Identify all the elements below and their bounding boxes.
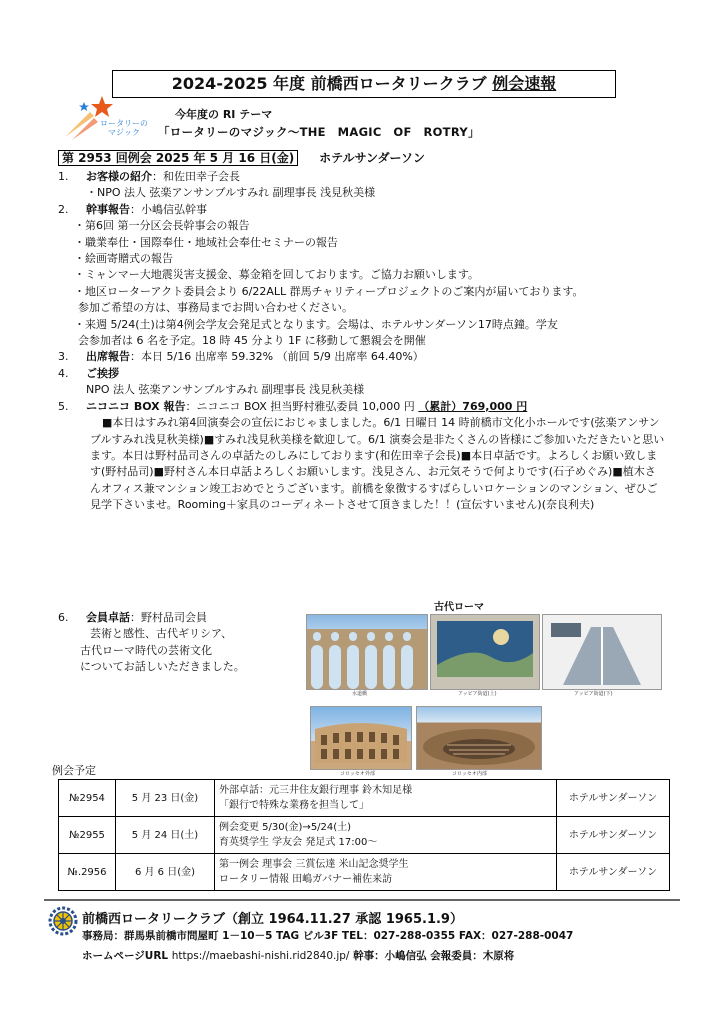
schedule-venue: ホテルサンダーソン [557,780,670,817]
schedule-venue: ホテルサンダーソン [557,817,670,854]
ri-theme-label: 今年度の RI テーマ [175,108,273,121]
caption-appian-upper: アッピア街道(上) [458,691,497,697]
aqueduct-arches-icon [307,615,427,689]
schedule-no: №2955 [59,817,116,854]
schedule-date: 5 月 24 日(土) [116,817,215,854]
schedule-program: 第一例会 理事会 三賞伝達 米山記念奨学生 ロータリー情報 田嶋ガバナー補佐来訪 [215,854,557,891]
nikoniko-total: （累計）769,000 円 [418,399,528,413]
schedule-no: №2954 [59,780,116,817]
footer-office: 事務局：群馬県前橋市問屋町 1－10－5 TAG ビル3F TEL：027-288-0355 FAX：027-288-0047 [82,930,574,942]
caption-aqueduct: 水道橋 [352,691,368,697]
logo-text-line1: ロータリーの [100,119,148,128]
schedule-date: 6 月 6 日(金) [116,854,215,891]
section-guests: 1. お客様の紹介：和佐田幸子会長 [58,170,240,183]
secretary-item: ・絵画寄贈式の報告 [74,252,173,266]
footer-staff: 幹事：小嶋信弘 会報委員：木原将 [349,950,515,962]
section-member-talk: 6. 会員卓話：野村品司会員 芸術と感性、古代ギリシア、 古代ローマ時代の芸術文化 についてお話しいただきました。 [58,610,245,676]
section-attendance: 3. 出席報告：本日 5/16 出席率 59.32% （前回 5/9 出席率 64.40%） [58,350,424,364]
table-row [59,780,670,817]
photo-colosseum-interior [416,706,542,770]
section-nikoniko-box: 5. ニコニコ BOX 報告：ニコニコ BOX 担当野村雅弘委員 10,000 円 （累計）769,000 円 [58,399,528,413]
painting-icon [431,615,539,689]
schedule-date: 5 月 23 日(金) [116,780,215,817]
homepage-link[interactable]: https://maebashi-nishi.rid2840.jp/ [171,950,350,962]
schedule-program: 外部卓話：元三井住友銀行理事 鈴木知足様 「銀行で特殊な業務を担当して」 [215,780,557,817]
meeting-number-date: 第 2953 回例会 2025 年 5 月 16 日(金) [58,150,298,166]
title-underlined: 例会速報 [492,74,557,93]
caption-colosseum-interior: コロッセオ内部 [452,771,487,777]
logo-text-line2: マジック [108,128,140,137]
colosseum-interior-icon [417,707,541,769]
report-body [58,169,666,514]
guest-line: ・NPO 法人 弦楽アンサンブルすみれ 副理事長 浅見秋美様 [86,186,376,200]
section-greeting: 4. ご挨拶 [58,366,119,380]
meeting-info [58,149,425,166]
schedule-label: 例会予定 [52,764,96,777]
greeting-line: NPO 法人 弦楽アンサンブルすみれ 副理事長 浅見秋美様 [86,383,365,397]
meeting-venue: ホテルサンダーソン [319,151,426,165]
photo-appian-way-upper [430,614,540,690]
secretary-item: ・ミャンマー大地震災害支援金、募金箱を回しております。ご協力お願いします。 [74,268,480,282]
table-row [59,854,670,891]
footer-divider [44,899,680,901]
schedule-program: 例会変更 5/30(金)→5/24(土) 育英奨学生 学友会 発足式 17:00～ [215,817,557,854]
title-main: 2024-2025 年度 前橋西ロータリークラブ [171,74,493,93]
caption-colosseum-exterior: コロッセオ外部 [340,771,375,777]
ri-theme-text: 「ロータリーのマジック～THE MAGIC OF ROTRY」 [158,125,480,139]
secretary-item: ・職業奉仕・国際奉仕・地域社会奉仕セミナーの報告 [74,235,338,249]
rotary-wheel-icon [48,906,78,936]
table-row [59,817,670,854]
rotary-magic-logo [60,92,160,142]
caption-appian-lower: アッピア街道(下) [574,691,613,697]
small-star-icon [79,102,89,111]
road-diagram-icon [543,615,661,689]
secretary-item: 会参加者は 6 名を予定。18 時 45 分より 1F に移動して懇親会を開催 [78,334,426,348]
secretary-item: ・第6回 第一分区会長幹事会の報告 [74,219,250,233]
photo-colosseum-exterior [310,706,412,770]
photos-title: 古代ローマ [434,602,484,613]
footer-club-name: 前橋西ロータリークラブ（創立 1964.11.27 承認 1965.1.9） [82,912,463,927]
schedule-no: №.2956 [59,854,116,891]
newsletter-title [112,70,616,98]
talk-line: 芸術と感性、古代ギリシア、 [90,627,233,641]
photo-aqueduct [306,614,428,690]
secretary-item: ・来週 5/24(土)は第4例会学友会発足式となります。会場は、ホテルサンダーソン17時点鐘。学友 [74,317,558,331]
nikoniko-messages: ■本日はすみれ第4回演奏会の宣伝におじゃましました。6/1 日曜日 14 時前橋市文化小ホールです(弦楽アンサンブルすみれ浅見秋美様)■すみれ浅見秋美様を歓迎して。6/1 演奏会是非たくさんの皆様にご参加いただきたいと思います。本日は野村品司さんの卓話たのしみにしております(和佐田幸子会長)■本日卓話です。よろしくお願い致します(野村品司)■野村さん本日卓話よろしくお願いします。浅見さん、お元気そうで何よりです(石子めぐみ)■植木さんオフィス兼マンション竣工おめでとうございます。前橋を象徴するすばらしいロケーションのマンション、ぜひご見学下さいませ。Rooming＋家具のコーディネートさせて頂きました！！(宣伝すいません)(奈良利夫) [90,416,665,512]
schedule-venue: ホテルサンダーソン [557,854,670,891]
talk-line: 古代ローマ時代の芸術文化 [80,643,212,657]
colosseum-icon [311,707,411,769]
photo-appian-way-lower [542,614,662,690]
footer-homepage [82,948,514,963]
schedule-table [58,779,670,891]
talk-line: についてお話しいただきました。 [80,660,245,674]
homepage-label: ホームページURL [82,950,172,962]
star-icon [91,96,113,117]
section-secretary-report: 2. 幹事報告：小嶋信弘幹事 [58,202,207,216]
secretary-item: 参加ご希望の方は、事務局までお問い合わせください。 [78,301,353,315]
secretary-item: ・地区ローターアクト委員会より 6/22ALL 群馬チャリティープロジェクトのご案内が届いております。 [74,284,584,298]
